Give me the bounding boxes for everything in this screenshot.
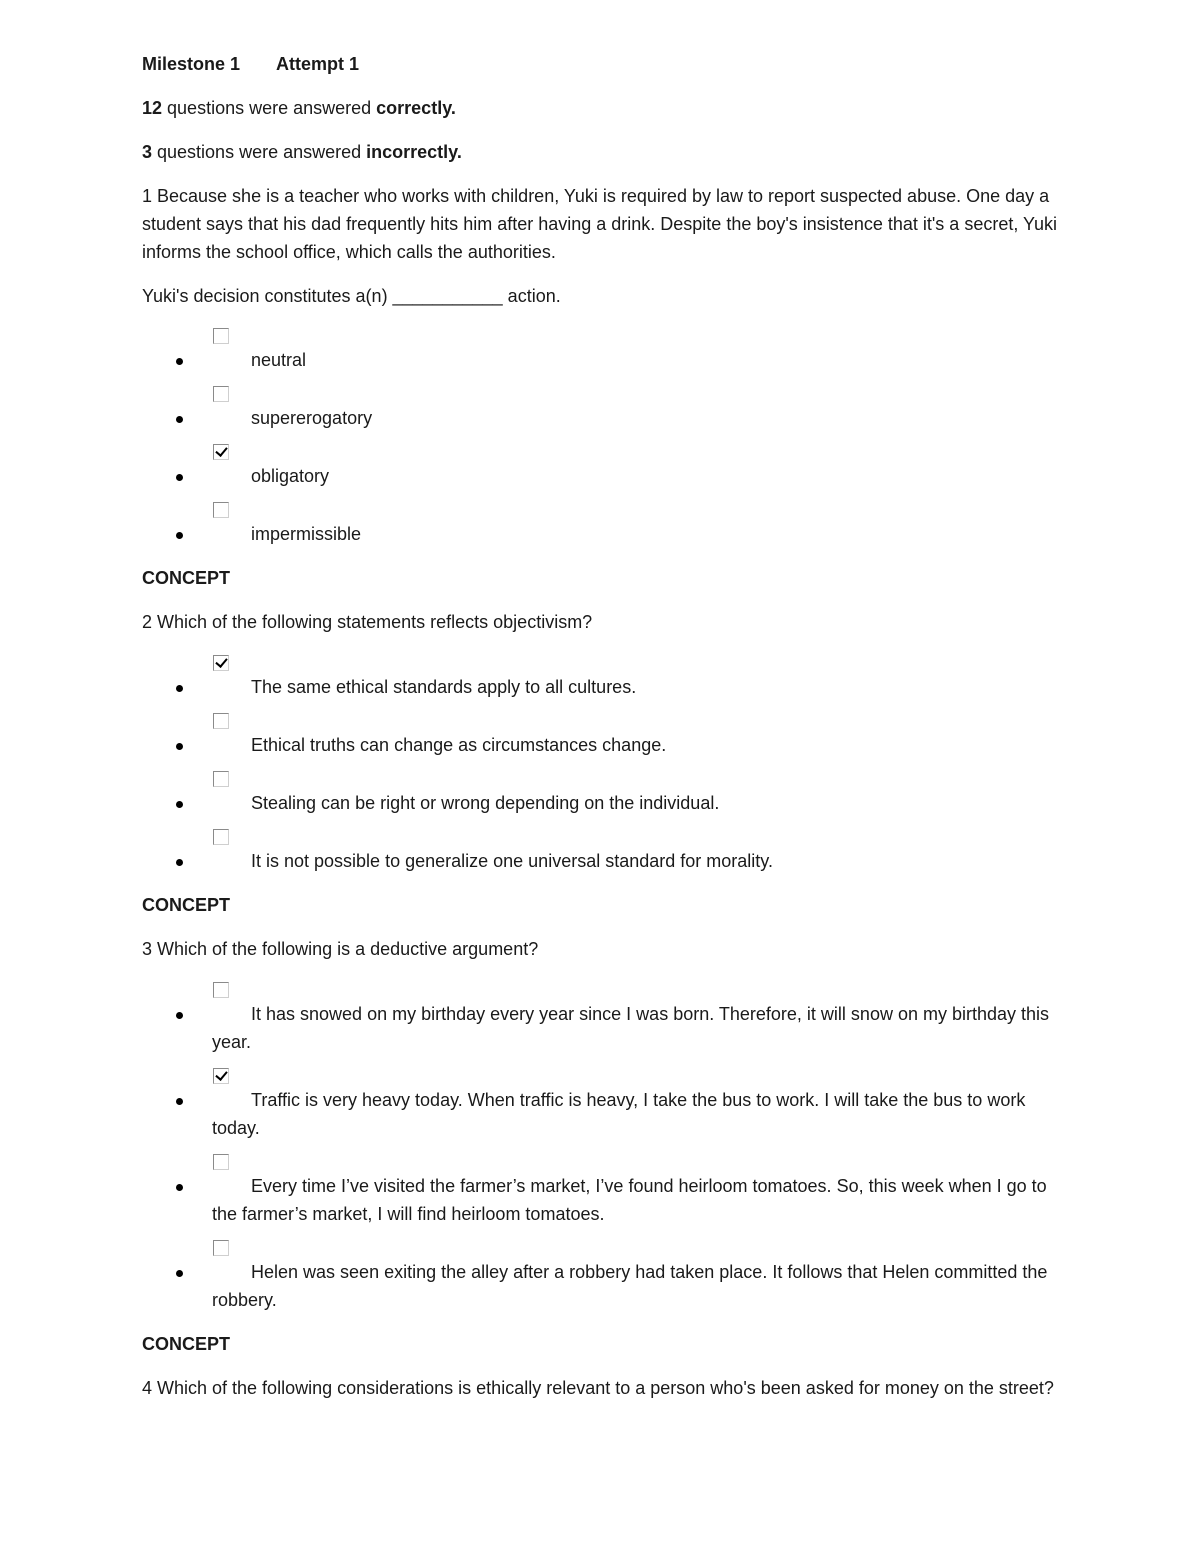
correct-summary [142, 94, 1062, 122]
option-label: It is not possible to generalize one universal standard for morality. [251, 851, 773, 871]
option-label: neutral [251, 350, 307, 370]
bullet-icon [176, 743, 183, 750]
option-item [142, 1000, 1062, 1056]
option-item [142, 1258, 1062, 1314]
option-label: Ethical truths can change as circumstances change. [251, 735, 667, 755]
bullet-icon [176, 1184, 183, 1191]
checkbox-icon[interactable] [213, 982, 229, 998]
question-1-options [142, 346, 1062, 548]
option-label: supererogatory [251, 408, 373, 428]
question-2-text: 2 Which of the following statements reflects objectivism? [142, 612, 593, 632]
option-item [142, 520, 1062, 548]
bullet-icon [176, 474, 183, 481]
correct-text: questions were answered [162, 98, 377, 118]
concept-label-2: CONCEPT [142, 895, 231, 915]
correct-word: correctly. [376, 98, 456, 118]
question-3-text: 3 Which of the following is a deductive argument? [142, 939, 539, 959]
bullet-icon [176, 358, 183, 365]
checked-checkbox-icon[interactable] [213, 1068, 229, 1084]
checked-checkbox-icon[interactable] [213, 444, 229, 460]
option-item [142, 404, 1062, 432]
option-label: Traffic is very heavy today. When traffic is heavy, I take the bus to work. I will take the bus to work today. [212, 1090, 1026, 1138]
correct-count: 12 [142, 98, 163, 118]
question-3-options [142, 1000, 1062, 1314]
checkbox-icon[interactable] [213, 1154, 229, 1170]
bullet-icon [176, 1270, 183, 1277]
incorrect-text: questions were answered [152, 142, 367, 162]
bullet-icon [176, 1098, 183, 1105]
checkbox-icon[interactable] [213, 386, 229, 402]
question-4-text: 4 Which of the following considerations is ethically relevant to a person who's been asked for money on the street? [142, 1378, 1054, 1398]
attempt-label: Attempt 1 [276, 54, 360, 74]
bullet-icon [176, 416, 183, 423]
bullet-icon [176, 685, 183, 692]
checkbox-icon[interactable] [213, 829, 229, 845]
bullet-icon [176, 532, 183, 539]
option-label: It has snowed on my birthday every year since I was born. Therefore, it will snow on my birthday this year. [212, 1004, 1050, 1052]
checkbox-icon[interactable] [213, 1240, 229, 1256]
incorrect-summary [142, 138, 1062, 166]
bullet-icon [176, 859, 183, 866]
document-page [142, 50, 1062, 1418]
incorrect-count: 3 [142, 142, 153, 162]
option-item [142, 673, 1062, 701]
question-1-text: 1 Because she is a teacher who works with children, Yuki is required by law to report suspected abuse. One day a student says that his dad frequently hits him after having a drink. Despite the boy's insistence that it's a secret, Yuki informs the school office, which calls the authorities. [142, 186, 1058, 262]
question-2-options [142, 673, 1062, 875]
title-row [142, 50, 1062, 78]
option-item [142, 1172, 1062, 1228]
checkbox-icon[interactable] [213, 771, 229, 787]
concept-label-1: CONCEPT [142, 568, 231, 588]
checked-checkbox-icon[interactable] [213, 655, 229, 671]
question-1-prompt: Yuki's decision constitutes a(n) ___________ action. [142, 286, 561, 306]
option-item [142, 847, 1062, 875]
checkbox-icon[interactable] [213, 328, 229, 344]
option-label: Helen was seen exiting the alley after a robbery had taken place. It follows that Helen committed the robbery. [212, 1262, 1048, 1310]
option-label: impermissible [251, 524, 362, 544]
option-item [142, 462, 1062, 490]
option-item [142, 346, 1062, 374]
option-item [142, 789, 1062, 817]
option-label: Stealing can be right or wrong depending on the individual. [251, 793, 720, 813]
bullet-icon [176, 1012, 183, 1019]
checkbox-icon[interactable] [213, 502, 229, 518]
option-label: Every time I’ve visited the farmer’s market, I’ve found heirloom tomatoes. So, this week when I go to the farmer’s market, I will find heirloom tomatoes. [212, 1176, 1047, 1224]
milestone-label: Milestone 1 [142, 54, 241, 74]
option-item [142, 1086, 1062, 1142]
option-label: obligatory [251, 466, 330, 486]
incorrect-word: incorrectly. [366, 142, 462, 162]
option-item [142, 731, 1062, 759]
concept-label-3: CONCEPT [142, 1334, 231, 1354]
bullet-icon [176, 801, 183, 808]
option-label: The same ethical standards apply to all cultures. [251, 677, 637, 697]
checkbox-icon[interactable] [213, 713, 229, 729]
